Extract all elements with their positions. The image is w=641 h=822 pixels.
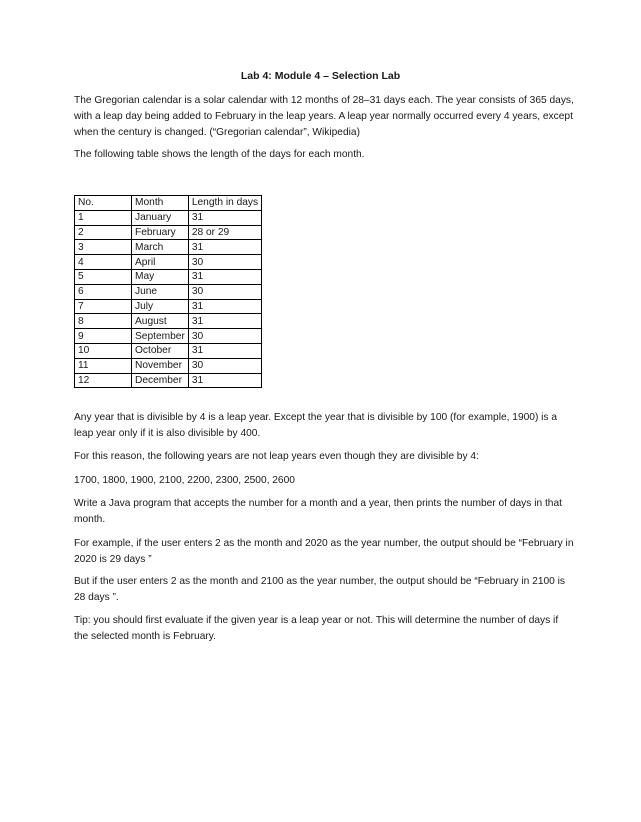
tip-paragraph: Tip: you should first evaluate if the given year is a leap year or not. This will determine the number of days if the selected month is February. [74,615,559,642]
header-no: No. [75,196,132,211]
table-intro-paragraph: The following table shows the length of the days for each month. [74,149,365,160]
cell-no: 9 [75,329,132,344]
cell-length: 31 [188,314,261,329]
table-row [75,329,262,344]
cell-month: December [132,373,189,388]
cell-month: August [132,314,189,329]
cell-no: 3 [75,240,132,255]
cell-no: 8 [75,314,132,329]
cell-no: 7 [75,299,132,314]
table-row [75,269,262,284]
cell-length: 30 [188,329,261,344]
cell-length: 30 [188,255,261,270]
cell-month: March [132,240,189,255]
cell-no: 4 [75,255,132,270]
cell-month: May [132,269,189,284]
cell-month: January [132,210,189,225]
cell-month: April [132,255,189,270]
cell-no: 2 [75,225,132,240]
cell-length: 31 [188,343,261,358]
cell-no: 12 [75,373,132,388]
cell-month: October [132,343,189,358]
table-row [75,255,262,270]
table-row [75,225,262,240]
cell-no: 10 [75,343,132,358]
table-row [75,343,262,358]
cell-no: 1 [75,210,132,225]
cell-no: 11 [75,358,132,373]
cell-no: 5 [75,269,132,284]
cell-month: July [132,299,189,314]
table-row [75,240,262,255]
document-title: Lab 4: Module 4 – Selection Lab [240,70,401,82]
cell-length: 31 [188,240,261,255]
header-month: Month [132,196,189,211]
table-header-row [75,196,262,211]
cell-no: 6 [75,284,132,299]
cell-length: 31 [188,299,261,314]
not-leap-years-list: 1700, 1800, 1900, 2100, 2200, 2300, 2500, 2600 [74,475,295,486]
cell-length: 31 [188,269,261,284]
cell-month: June [132,284,189,299]
header-length: Length in days [188,196,261,211]
table-row [75,373,262,388]
task-paragraph: Write a Java program that accepts the number for a month and a year, then prints the number of days in that month. [74,498,562,525]
table-row [75,284,262,299]
cell-month: September [132,329,189,344]
cell-month: February [132,225,189,240]
table-row [75,314,262,329]
table-row [75,210,262,225]
table-row [75,358,262,373]
leap-rule-paragraph: Any year that is divisible by 4 is a leap year. Except the year that is divisible by 100 (for example, 1900) is a leap year only if it is also divisible by 400. [74,412,558,439]
table-row [75,299,262,314]
cell-length: 28 or 29 [188,225,261,240]
example2-paragraph: But if the user enters 2 as the month and 2100 as the year number, the output should be “February in 2100 is 28 days ”. [74,576,566,603]
example1-paragraph: For example, if the user enters 2 as the month and 2020 as the year number, the output should be “February in 2020 is 29 days ” [74,538,574,565]
cell-length: 31 [188,373,261,388]
cell-length: 30 [188,284,261,299]
cell-month: November [132,358,189,373]
cell-length: 30 [188,358,261,373]
cell-length: 31 [188,210,261,225]
month-days-table [74,195,262,388]
intro-paragraph: The Gregorian calendar is a solar calendar with 12 months of 28–31 days each. The year consists of 365 days, with a leap day being added to February in the leap years. A leap year normally occurred every 4 years, except when the century is changed. (“Gregorian calendar”, Wikipedia) [74,95,574,138]
not-leap-intro-paragraph: For this reason, the following years are not leap years even though they are divisible by 4: [74,451,479,462]
